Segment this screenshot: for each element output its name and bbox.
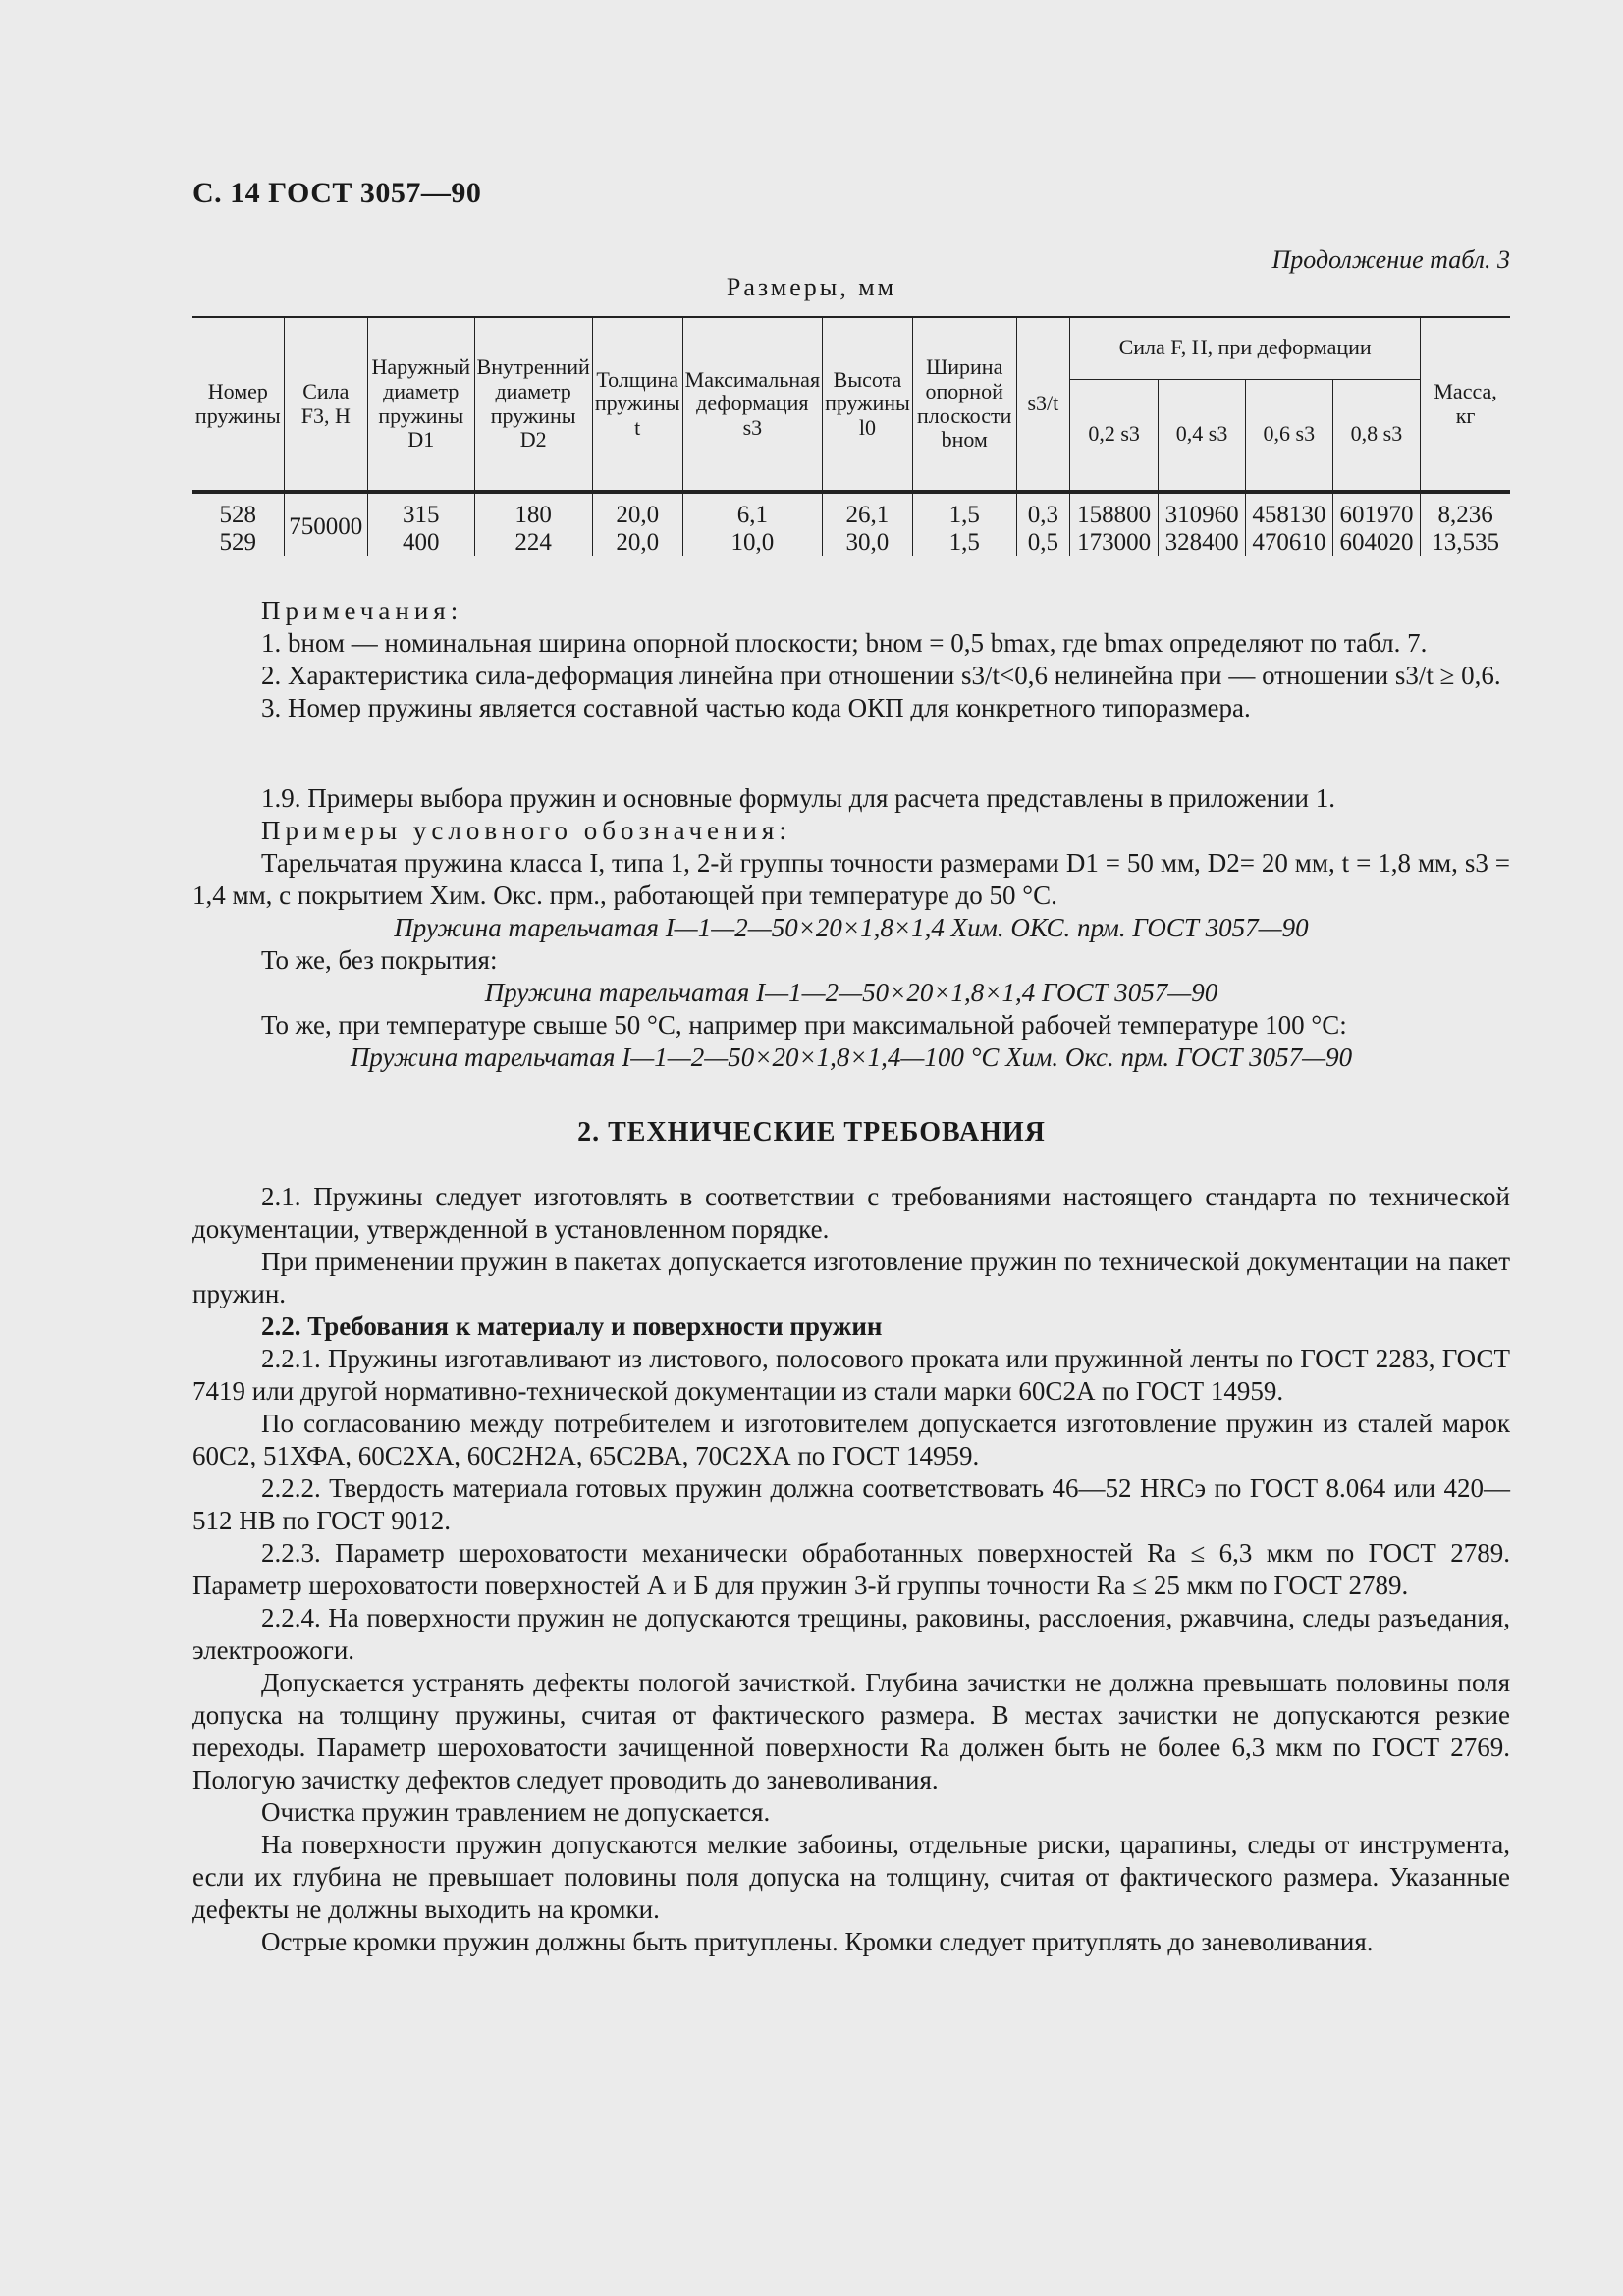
col-thickness: Толщина пружины t: [592, 317, 682, 492]
table-units: Размеры, мм: [726, 273, 897, 301]
para-1-9: 1.9. Примеры выбора пружин и основные формулы для расчета представлены в приложении 1.: [261, 783, 1335, 813]
col-max-deformation: Максимальная деформация s3: [682, 317, 822, 492]
cell-f06: 458130: [1245, 492, 1332, 529]
cell-f02: 173000: [1070, 529, 1159, 557]
col-outer-diameter: Наружный диаметр пружины D1: [367, 317, 474, 492]
example-2-text: То же, без покрытия:: [261, 945, 498, 975]
para-2-2-2: 2.2.2. Твердость материала готовых пружин должна соответствовать 46—52 HRCэ по ГОСТ 8.064 или 420—512 НВ по ГОСТ 9012.: [192, 1473, 1510, 1535]
section-1-9: [192, 782, 1510, 1074]
col-force-02: 0,2 s3: [1070, 379, 1159, 492]
col-force: Сила F3, Н: [284, 317, 367, 492]
cell-f06: 470610: [1245, 529, 1332, 557]
table-caption: Продолжение табл. 3: [1271, 245, 1510, 274]
cell-b: 1,5: [912, 492, 1016, 529]
subsection-heading: 2.2. Требования к материалу и поверхности пружин: [261, 1311, 883, 1341]
cell-b: 1,5: [912, 529, 1016, 557]
col-inner-diameter: Внутренний диаметр пружины D2: [474, 317, 592, 492]
col-number: Номер пружины: [192, 317, 284, 492]
col-mass: Масса, кг: [1421, 317, 1510, 492]
cell-s3: 6,1: [682, 492, 822, 529]
section-2: [192, 1181, 1510, 1958]
example-1-designation: Пружина тарельчатая I—1—2—50×20×1,8×1,4 Хим. ОКС. прм. ГОСТ 3057—90: [394, 913, 1309, 942]
para-2-1: 2.1. Пружины следует изготовлять в соответствии с требованиями настоящего стандарта по технической документации, утвержденной в установленном порядке.: [192, 1182, 1510, 1244]
cell-l0: 30,0: [823, 529, 913, 557]
col-force-group: Сила F, Н, при деформации: [1070, 317, 1421, 379]
note-3: 3. Номер пружины является составной частью кода ОКП для конкретного типоразмера.: [261, 693, 1251, 722]
cell-number: 529: [219, 528, 257, 556]
cell-ratio: 0,5: [1016, 529, 1069, 557]
example-3-designation: Пружина тарельчатая I—1—2—50×20×1,8×1,4—100 °С Хим. Окс. прм. ГОСТ 3057—90: [350, 1042, 1353, 1072]
notes-heading: Примечания:: [261, 596, 463, 625]
spring-table: [192, 316, 1510, 556]
para-2-2-1: 2.2.1. Пружины изготавливают из листового, полосового проката или пружинной ленты по ГОСТ 2283, ГОСТ 7419 или другой нормативно-технической документации из стали марки 60С2А по ГОСТ 14959.: [192, 1344, 1510, 1406]
para-2-2-4e: Острые кромки пружин должны быть притуплены. Кромки следует притуплять до заневоливания.: [261, 1927, 1374, 1956]
cell-s3: 10,0: [682, 529, 822, 557]
example-3-text: То же, при температуре свыше 50 °С, например при максимальной рабочей температуре 100 °С:: [261, 1010, 1347, 1040]
para-2-1b: При применении пружин в пакетах допускается изготовление пружин по технической документации на пакет пружин.: [192, 1247, 1510, 1308]
cell-t: 20,0: [592, 529, 682, 557]
cell-f08: 604020: [1332, 529, 1420, 557]
cell-t: 20,0: [592, 492, 682, 529]
cell-number: 528: [219, 502, 257, 528]
examples-heading: Примеры условного обозначения:: [261, 816, 791, 845]
cell-f04: 328400: [1159, 529, 1246, 557]
section-title: 2. ТЕХНИЧЕСКИЕ ТРЕБОВАНИЯ: [577, 1117, 1046, 1148]
cell-f08: 601970: [1332, 492, 1420, 529]
col-height: Высота пружины l0: [823, 317, 913, 492]
col-force-06: 0,6 s3: [1245, 379, 1332, 492]
example-2-designation: Пружина тарельчатая I—1—2—50×20×1,8×1,4 ГОСТ 3057—90: [484, 978, 1218, 1007]
para-2-2-4c: Очистка пружин травлением не допускается.: [261, 1797, 771, 1827]
cell-d2: 180: [474, 492, 592, 529]
para-2-2-3: 2.2.3. Параметр шероховатости механически обработанных поверхностей Ra ≤ 6,3 мкм по ГОСТ 2789. Параметр шероховатости поверхностей А и Б для пружин 3-й группы точности Ra ≤ 25 мкм по ГОСТ 2789.: [192, 1538, 1510, 1600]
cell-mass: 8,236: [1421, 492, 1510, 529]
col-bearing-width: Ширина опорной плоскости bном: [912, 317, 1016, 492]
table-row: [192, 529, 1510, 557]
col-force-08: 0,8 s3: [1332, 379, 1420, 492]
cell-mass: 13,535: [1421, 529, 1510, 557]
para-2-2-4: 2.2.4. На поверхности пружин не допускаются трещины, раковины, расслоения, ржавчина, следы разъедания, электроожоги.: [192, 1603, 1510, 1665]
notes-block: [192, 595, 1510, 724]
cell-f04: 310960: [1159, 492, 1246, 529]
col-force-04: 0,4 s3: [1159, 379, 1246, 492]
col-ratio: s3/t: [1016, 317, 1069, 492]
cell-d2: 224: [474, 529, 592, 557]
cell-force-shared: 750000: [284, 492, 367, 556]
cell-f02: 158800: [1070, 492, 1159, 529]
para-2-2-4d: На поверхности пружин допускаются мелкие забоины, отдельные риски, царапины, следы от инструмента, если их глубина не превышает половины поля допуска на толщину, считая от фактического размера. Указанные дефекты не должны выходить на кромки.: [192, 1830, 1510, 1924]
cell-l0: 26,1: [823, 492, 913, 529]
para-2-2-4b: Допускается устранять дефекты пологой зачисткой. Глубина зачистки не должна превышать половины поля допуска на толщину пружины, считая от фактического размера. В местах зачистки не допускаются резкие переходы. Параметр шероховатости зачищенной поверхности Ra должен быть не более 6,3 мкм по ГОСТ 2769. Пологую зачистку дефектов следует проводить до заневоливания.: [192, 1668, 1510, 1794]
page-header: С. 14 ГОСТ 3057—90: [192, 177, 482, 209]
table-row: [192, 492, 1510, 529]
cell-ratio: 0,3: [1016, 492, 1069, 529]
note-2: 2. Характеристика сила-деформация линейна при отношении s3/t<0,6 нелинейна при — отношении s3/t ≥ 0,6.: [261, 661, 1501, 690]
para-2-2-1b: По согласованию между потребителем и изготовителем допускается изготовление пружин из сталей марок 60С2, 51ХФА, 60С2ХА, 60С2Н2А, 65С2ВА, 70С2ХА по ГОСТ 14959.: [192, 1409, 1510, 1470]
note-1: 1. bном — номинальная ширина опорной плоскости; bном = 0,5 bmax, где bmax определяют по табл. 7.: [261, 628, 1428, 658]
cell-d1: 315: [367, 492, 474, 529]
cell-d1: 400: [367, 529, 474, 557]
example-1-text: Тарельчатая пружина класса I, типа 1, 2-й группы точности размерами D1 = 50 мм, D2= 20 мм, t = 1,8 мм, s3 = 1,4 мм, с покрытием Хим. Окс. прм., работающей при температуре до 50 °С.: [192, 848, 1510, 910]
